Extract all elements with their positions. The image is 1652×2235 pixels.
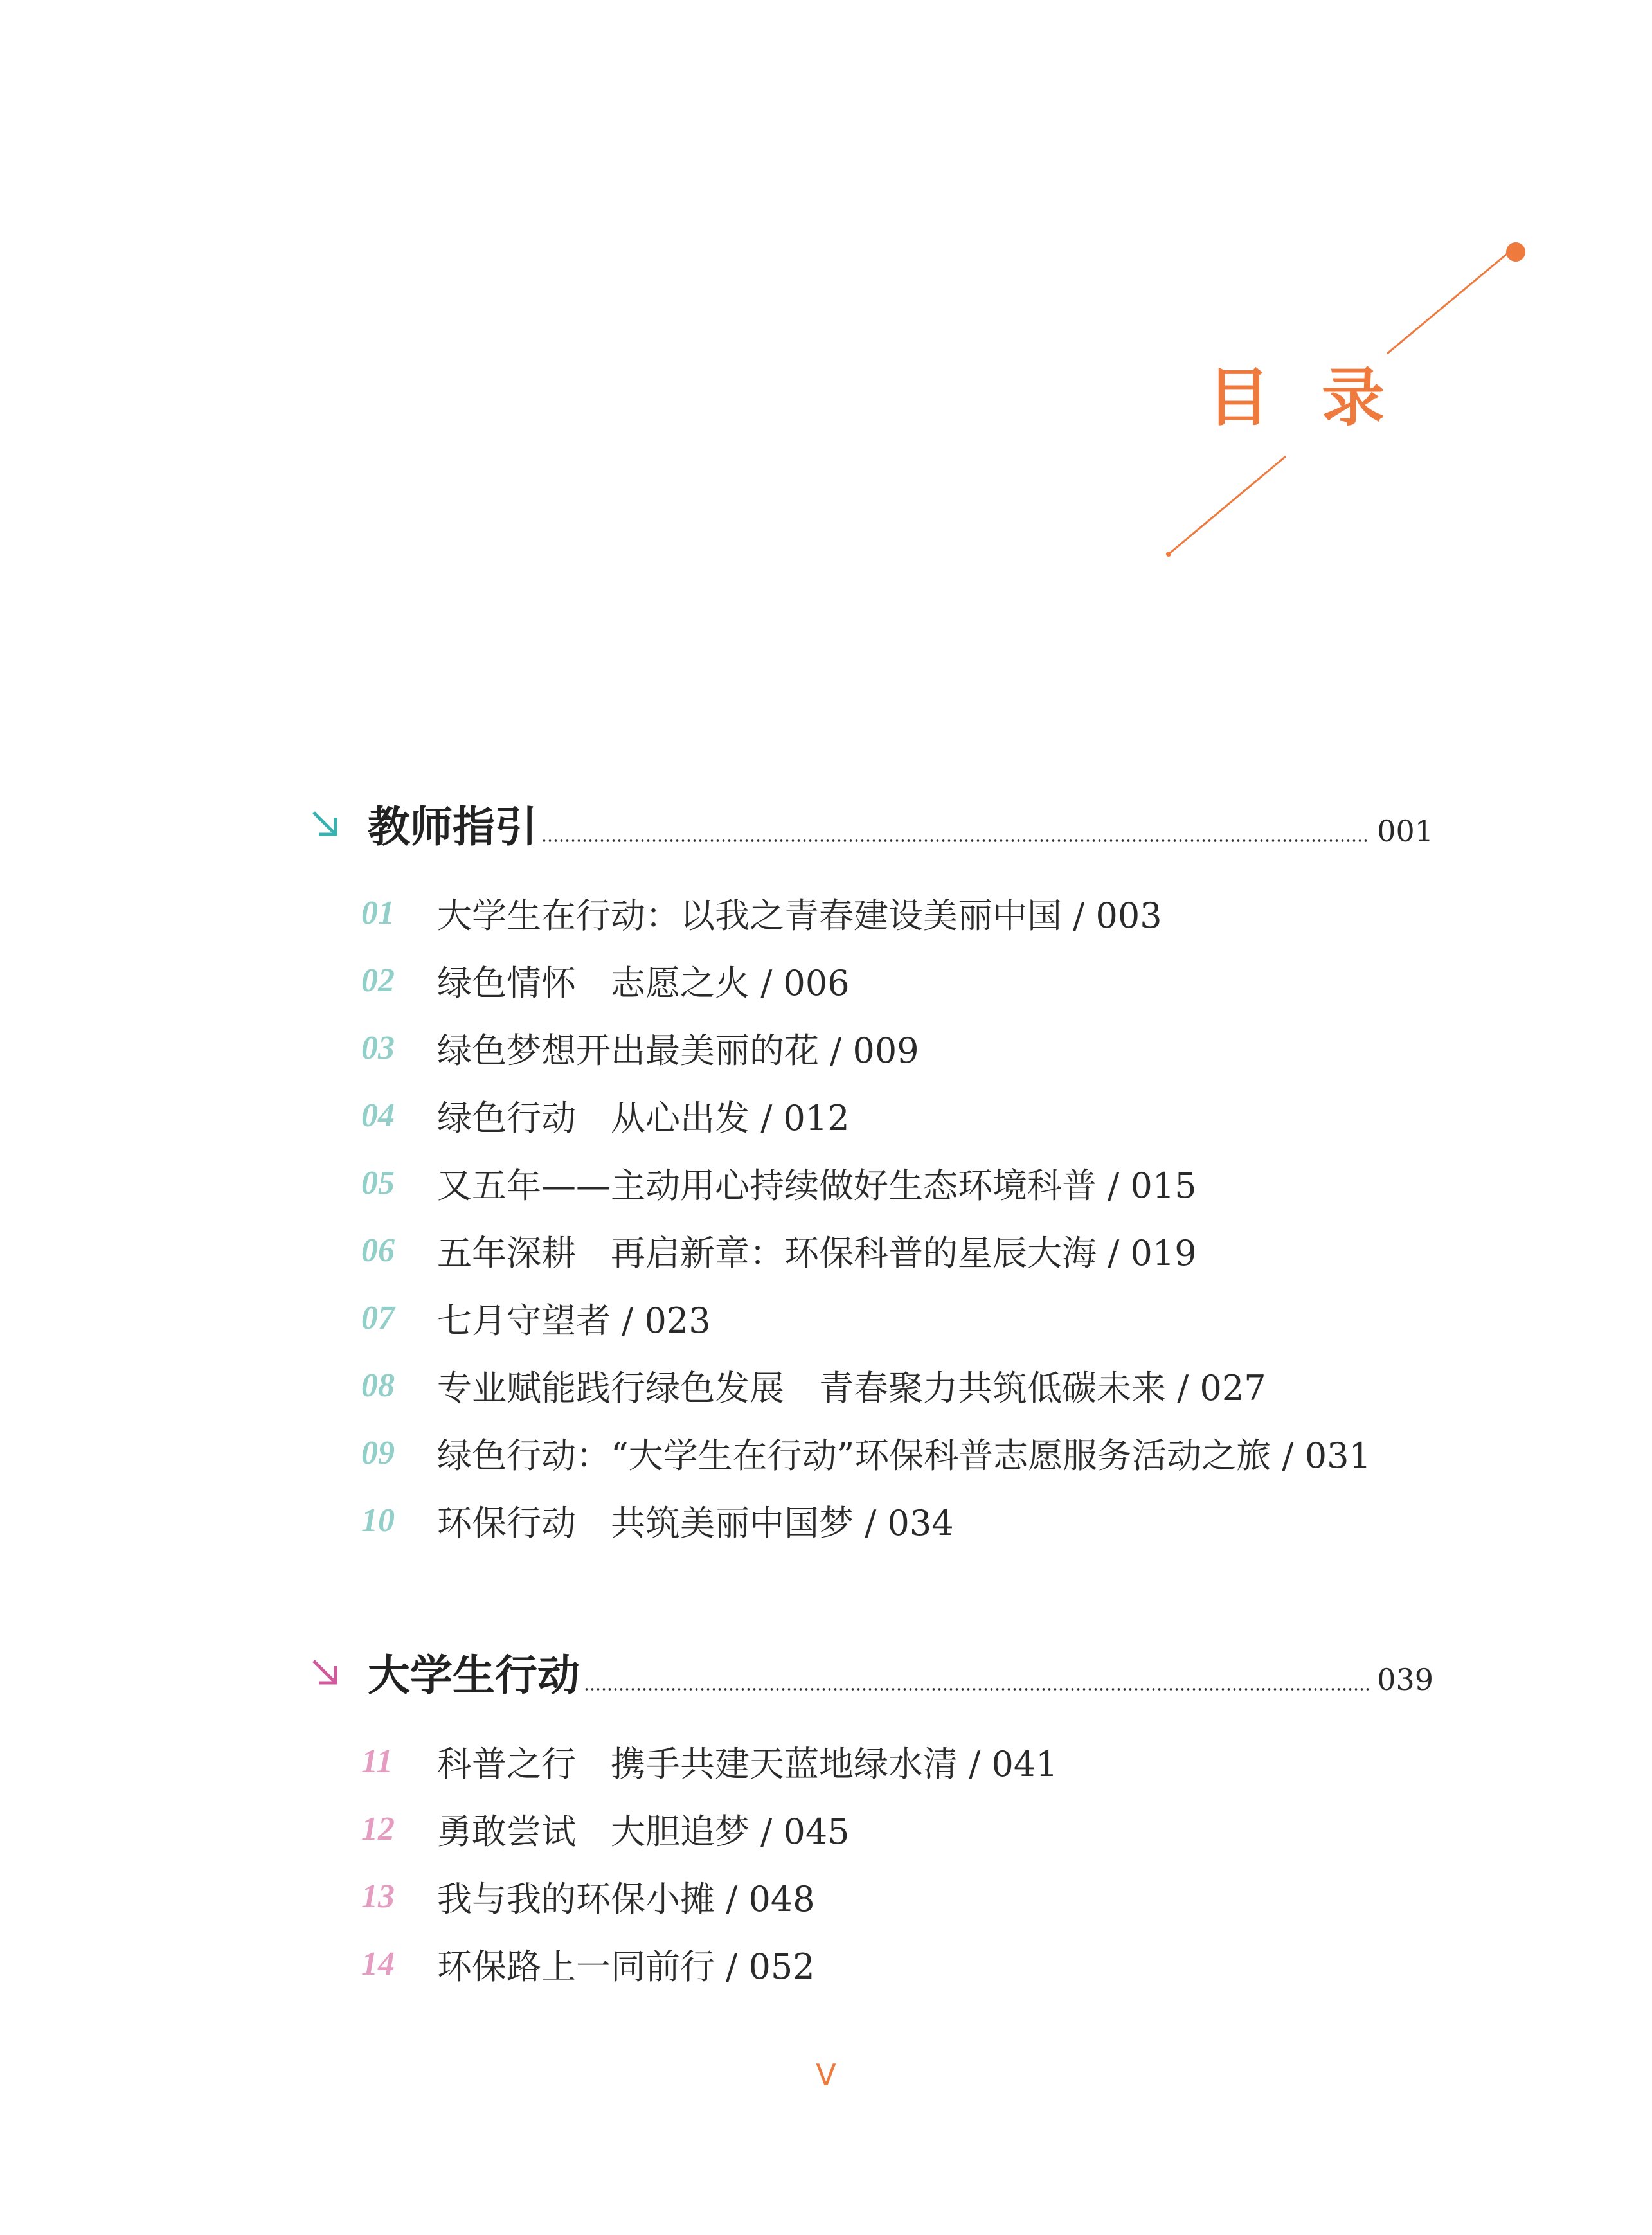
entry-title: 我与我的环保小摊 / 048 [437,1878,815,1919]
entry-number: 13 [361,1878,395,1915]
entry-title: 绿色行动：“大学生在行动”环保科普志愿服务活动之旅 / 031 [437,1435,1371,1476]
entry-number: 08 [361,1367,395,1404]
entry-title: 又五年——主动用心持续做好生态环境科普 / 015 [437,1165,1197,1206]
decoration-line-lower [1169,456,1286,554]
toc-entry[interactable] [361,1430,1371,1475]
toc-entry[interactable] [361,1025,919,1070]
section-page-number: 001 [1377,814,1433,848]
entry-number: 11 [361,1743,393,1780]
entry-number: 02 [361,962,395,999]
entry-number: 07 [361,1299,395,1336]
entry-title: 绿色行动 从心出发 / 012 [437,1097,850,1138]
section-page-number: 039 [1377,1662,1433,1697]
entry-number: 12 [361,1810,395,1847]
toc-entry[interactable] [361,1874,815,1919]
dot-leader [541,839,1369,842]
toc-entry[interactable] [361,1363,1266,1408]
entry-number: 04 [361,1097,395,1134]
arrow-down-right-icon [310,1657,341,1688]
entry-number: 14 [361,1945,395,1982]
page-number: V [816,2058,836,2092]
entry-number: 06 [361,1232,395,1269]
entry-number: 09 [361,1434,395,1471]
page-title: 目录 [1207,361,1437,435]
dot-leader [584,1688,1369,1691]
toc-entry[interactable] [361,1739,1058,1784]
entry-title: 环保路上一同前行 / 052 [437,1946,815,1987]
arrow-down-right-icon [310,809,341,839]
entry-title: 绿色梦想开出最美丽的花 / 009 [437,1030,919,1071]
toc-entry[interactable] [361,1228,1197,1273]
section-title: 教师指引 [368,802,537,852]
toc-entry[interactable] [361,1941,815,1986]
decoration-dot-small [1166,552,1171,557]
entry-number: 01 [361,894,395,931]
toc-entry[interactable] [361,1093,850,1138]
entry-title: 环保行动 共筑美丽中国梦 / 034 [437,1502,954,1543]
entry-title: 专业赋能践行绿色发展 青春聚力共筑低碳未来 / 027 [437,1367,1266,1408]
entry-title: 七月守望者 / 023 [437,1300,711,1341]
decoration-line-upper [1387,252,1509,354]
entry-title: 绿色情怀 志愿之火 / 006 [437,962,850,1003]
toc-entry[interactable] [361,1160,1197,1205]
section-header-teachers[interactable] [310,784,1433,852]
entry-title: 大学生在行动：以我之青春建设美丽中国 / 003 [437,895,1162,936]
entry-number: 10 [361,1502,395,1539]
entry-number: 03 [361,1029,395,1066]
entry-number: 05 [361,1164,395,1201]
entry-title: 五年深耕 再启新章：环保科普的星辰大海 / 019 [437,1232,1197,1273]
entry-title: 科普之行 携手共建天蓝地绿水清 / 041 [437,1743,1058,1784]
entry-title: 勇敢尝试 大胆追梦 / 045 [437,1811,850,1852]
section-header-students[interactable] [310,1633,1433,1700]
toc-entry[interactable] [361,1498,954,1543]
section-title: 大学生行动 [368,1651,580,1700]
toc-entry[interactable] [361,1806,850,1851]
toc-entry[interactable] [361,1295,711,1340]
toc-entry[interactable] [361,958,850,1003]
toc-entry[interactable] [361,890,1162,935]
decoration-dot-large [1506,242,1525,262]
